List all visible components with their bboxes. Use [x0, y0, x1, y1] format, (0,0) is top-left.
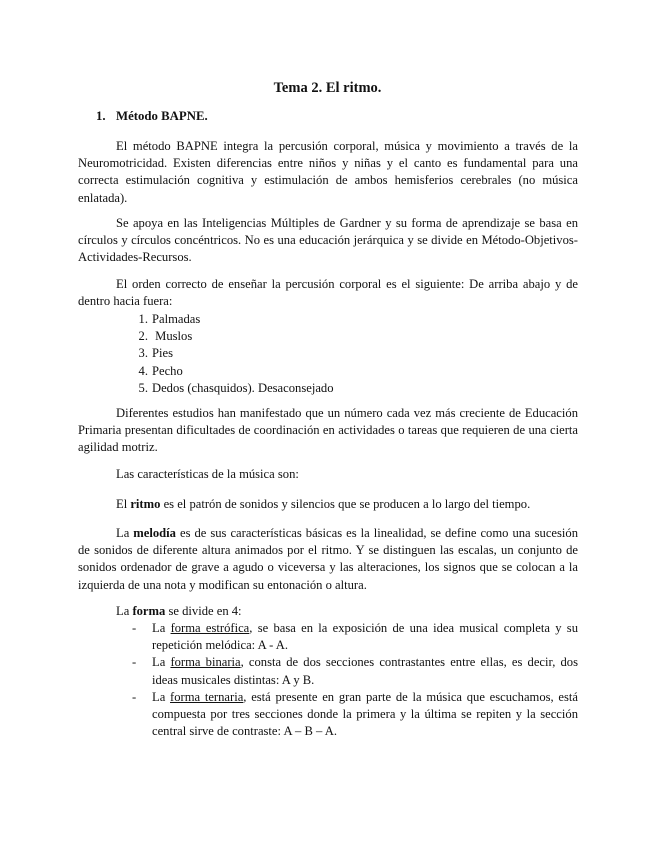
paragraph-gardner: Se apoya en las Inteligencias Múltiples de Gardner y su forma de aprendizaje se basa en círculos y círculos concéntricos. No es una educación jerárquica y se divide en Método-Objetivos-Actividades-Recursos.	[78, 216, 578, 265]
list-item-text: Pies	[152, 346, 173, 361]
ritmo-definition: es el patrón de sonidos y silencios que se producen a lo largo del tiempo.	[160, 497, 531, 511]
percussion-order-list	[138, 311, 572, 397]
ritmo-prefix: El	[116, 497, 131, 511]
paragraph-studies: Diferentes estudios han manifestado que un número cada vez más creciente de Educación Primaria presentan dificultades de coordinación en actividades o tareas que requieren de una cierta agilidad motriz.	[78, 406, 578, 455]
section-heading-text: Método BAPNE.	[116, 109, 208, 123]
forma-types-list	[132, 620, 578, 740]
list-item	[138, 345, 572, 362]
list-item	[132, 620, 578, 654]
melodia-term: melodía	[133, 526, 176, 540]
forma-prefix: La	[116, 604, 133, 618]
list-dash: -	[132, 655, 137, 670]
list-item	[138, 311, 572, 328]
list-item-text: Dedos (chasquidos). Desaconsejado	[152, 380, 334, 395]
list-item-number: 3.	[138, 346, 148, 361]
forma-item-name: forma estrófica	[170, 621, 250, 635]
paragraph-bapne-intro: El método BAPNE integra la percusión corporal, música y movimiento a través de la Neuromotricidad. Existen diferencias entre niños y niñas y el canto es fundamental para una correcta estimulación cognitiva y estimulación de ambos hemisferios cerebrales (no música enlatada).	[78, 139, 578, 205]
forma-item-name: forma ternaria	[170, 689, 244, 704]
section-number: 1.	[96, 109, 106, 123]
paragraph-ritmo	[116, 496, 530, 513]
forma-item-text: , se basa en la exposición de una idea musical completa y su repetición melódica: A - A.	[152, 621, 578, 653]
forma-item-lead: La	[152, 621, 171, 635]
forma-item-lead: La	[152, 689, 171, 704]
list-item-number: 4.	[138, 363, 148, 378]
paragraph-forma	[116, 603, 242, 620]
paragraph-characteristics: Las características de la música son:	[116, 467, 299, 481]
paragraph-melodia	[78, 525, 578, 594]
forma-item-text: , está presente en gran parte de la música que escuchamos, está compuesta por tres secciones donde la primera y la última se repiten y la sección central sirve de contraste: A – B – A.	[152, 689, 578, 739]
list-item-number: 2.	[138, 329, 148, 344]
list-item	[132, 654, 578, 688]
list-item	[138, 328, 572, 345]
page-title: Tema 2. El ritmo.	[273, 80, 382, 96]
ritmo-term: ritmo	[130, 497, 161, 511]
melodia-prefix: La	[116, 526, 134, 540]
list-item-text: Palmadas	[152, 312, 201, 326]
list-item	[132, 689, 578, 741]
list-dash: -	[132, 621, 137, 635]
forma-item-lead: La	[152, 655, 171, 670]
list-item-number: 1.	[138, 312, 148, 326]
list-item-text: Pecho	[152, 363, 183, 378]
forma-intro: se divide en 4:	[165, 604, 242, 618]
melodia-definition: es de sus características básicas es la linealidad, se define como una sucesión de sonidos de diferente altura animados por el ritmo. Y se distinguen las escalas, un conjunto de sonidos ordenador de grave a agudo o viceversa y las alteraciones, los signos que se colocan a la izquierda de una nota y modifican su entonación o altura.	[78, 526, 578, 592]
list-dash: -	[132, 689, 137, 704]
list-item-number: 5.	[138, 380, 148, 395]
list-item	[138, 363, 572, 380]
section-heading	[96, 107, 208, 125]
paragraph-order-intro: El orden correcto de enseñar la percusión corporal es el siguiente: De arriba abajo y de dentro hacia fuera:	[78, 277, 578, 309]
forma-item-name: forma binaria	[170, 655, 241, 670]
forma-term: forma	[132, 604, 166, 618]
list-item-text: Muslos	[152, 329, 193, 344]
forma-item-text: , consta de dos secciones contrastantes entre ellas, es decir, dos ideas musicales distintas: A y B.	[152, 655, 578, 687]
list-item	[138, 380, 572, 397]
